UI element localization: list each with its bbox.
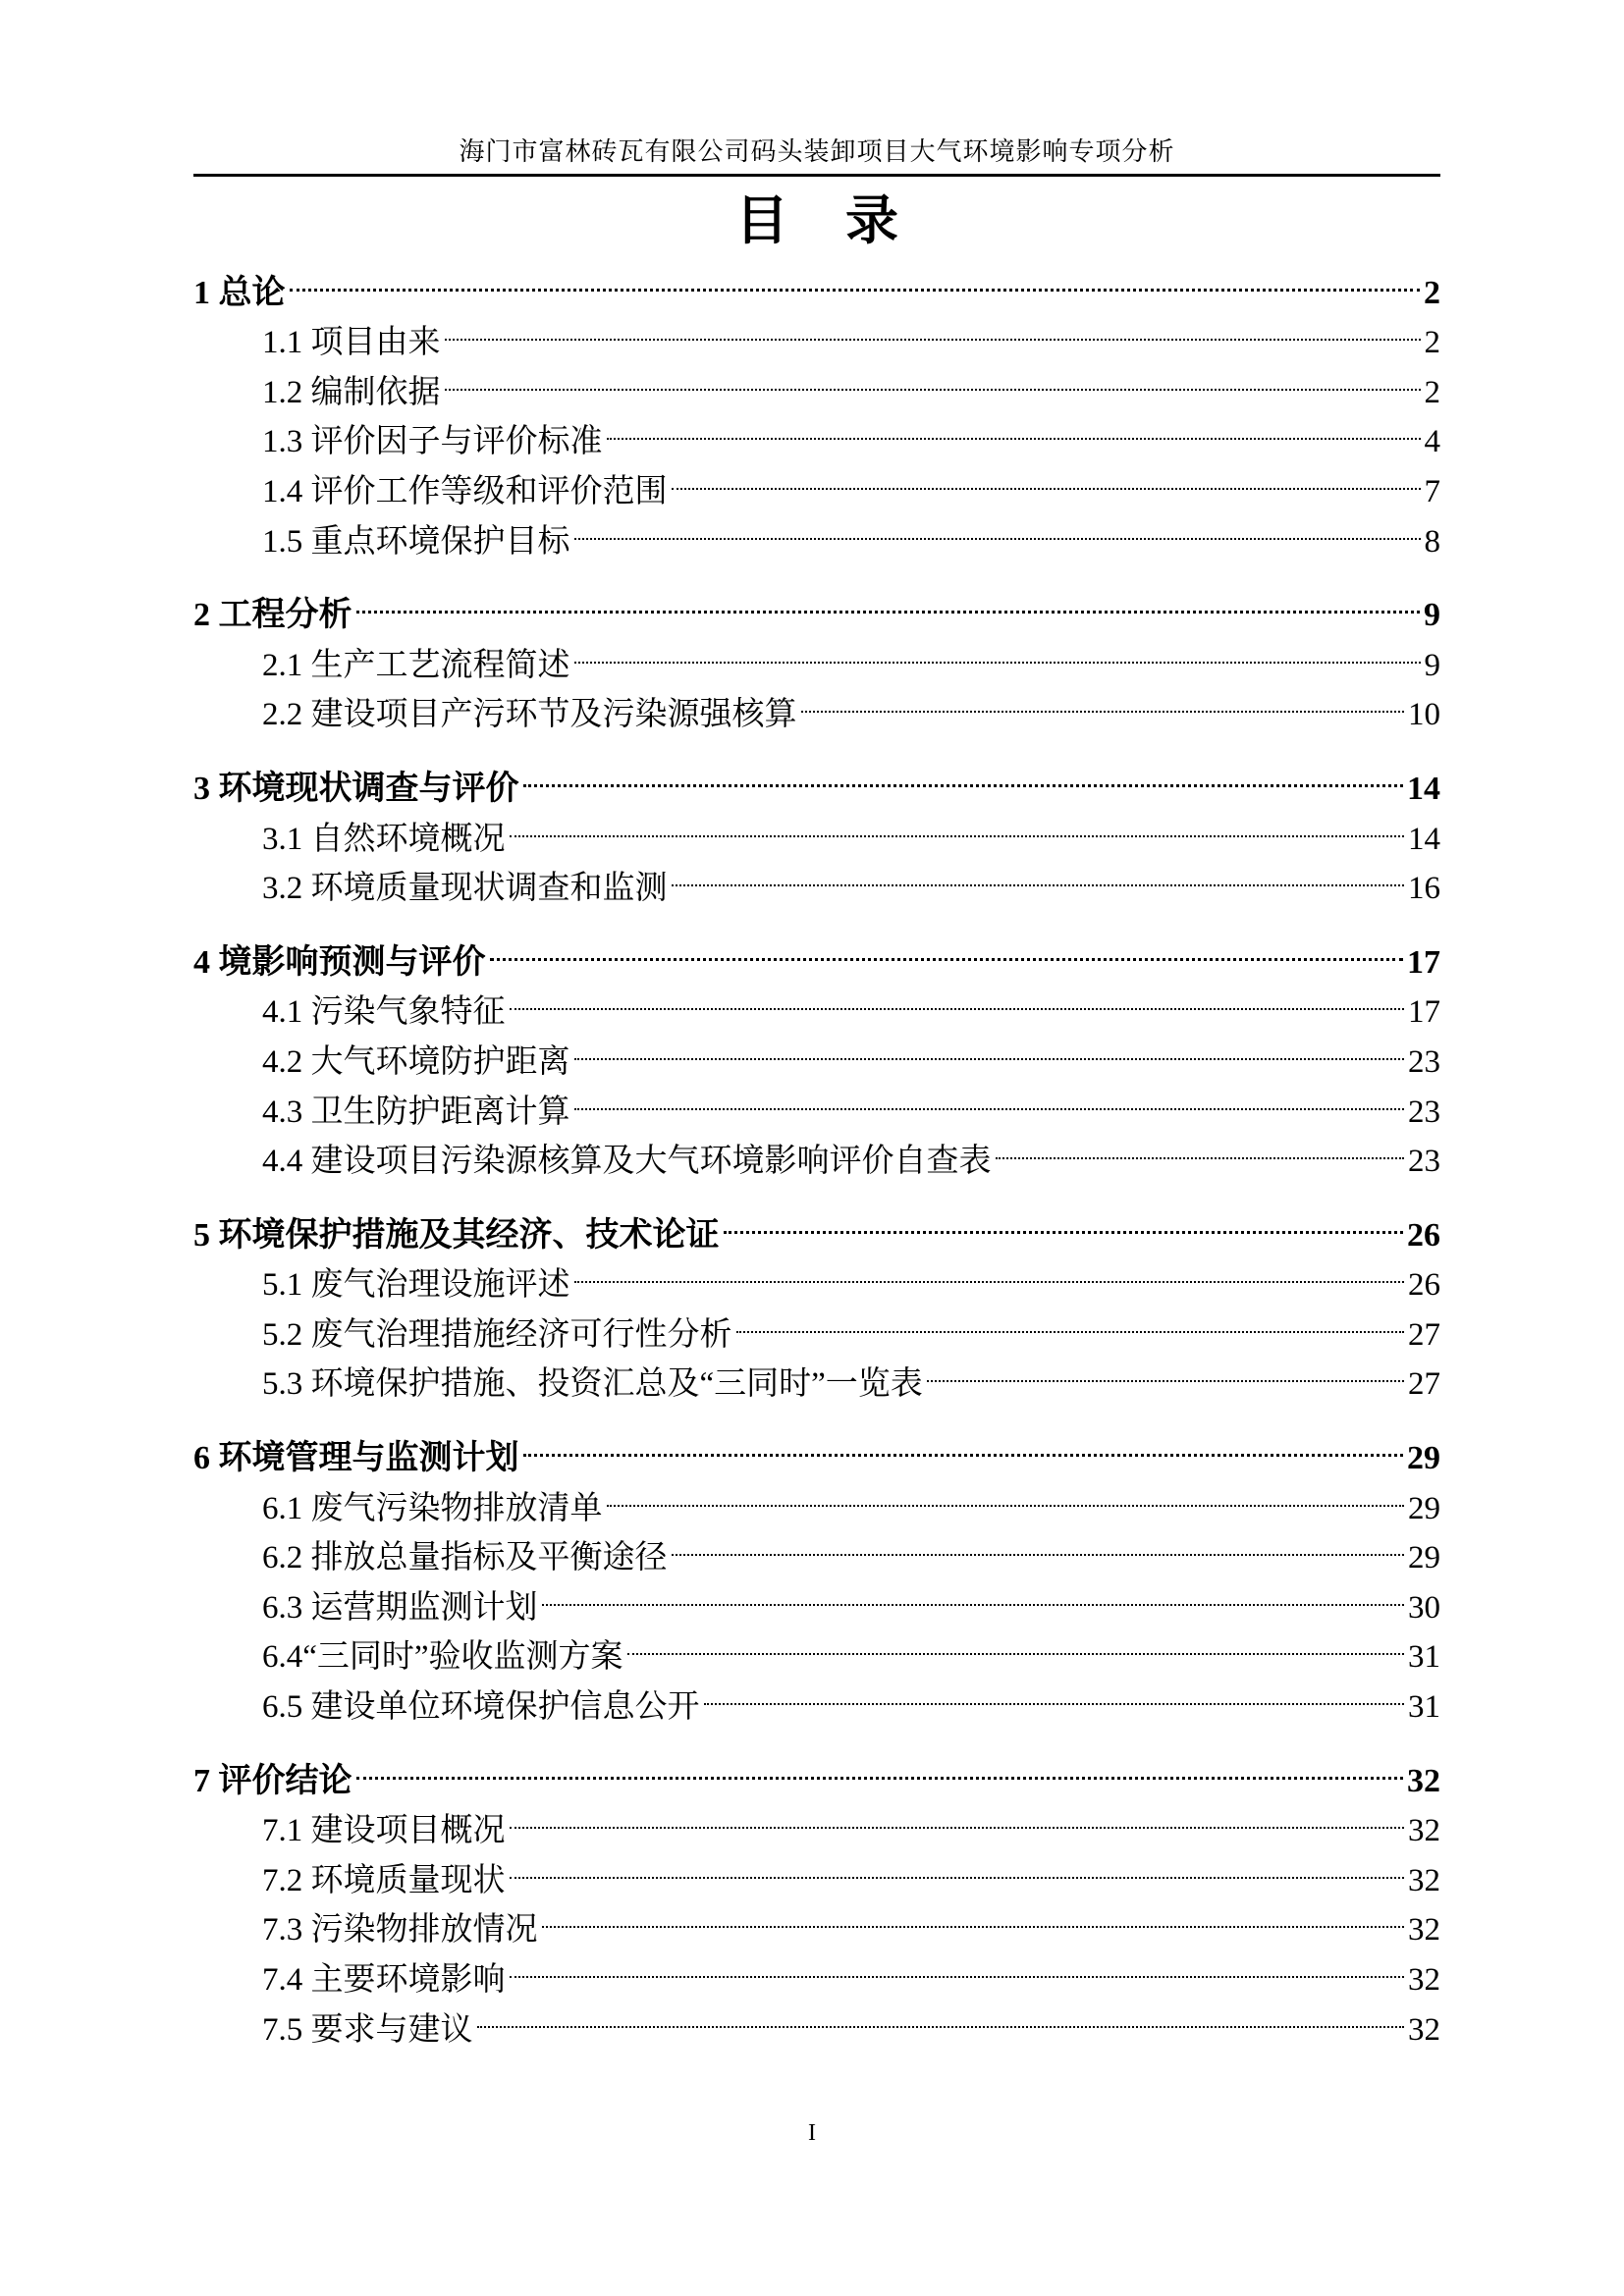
toc-section-entry[interactable] (193, 1791, 1440, 1849)
toc-dot-leader (574, 625, 1421, 675)
toc-dot-leader (574, 1022, 1405, 1072)
toc-entry-label: 2.1 生产工艺流程简述 (262, 647, 570, 683)
table-of-contents (193, 253, 1440, 2048)
toc-entry-label: 3 环境现状调查与评价 (193, 770, 519, 807)
toc-entry-page-number: 31 (1408, 1639, 1440, 1676)
toc-entry-label: 7.5 要求与建议 (262, 2011, 473, 2048)
toc-entry-page-number: 8 (1424, 523, 1440, 560)
toc-chapter-entry[interactable] (193, 923, 1440, 981)
toc-dot-leader (510, 1791, 1405, 1842)
toc-dot-leader (607, 1468, 1405, 1519)
toc-dot-leader (607, 402, 1421, 453)
toc-chapter-entry[interactable] (193, 253, 1440, 311)
toc-entry-page-number: 23 (1408, 1144, 1440, 1180)
toc-entry-page-number: 32 (1408, 1962, 1440, 1998)
toc-dot-leader (356, 576, 1421, 626)
toc-dot-leader (510, 799, 1405, 849)
toc-entry-label: 1.4 评价工作等级和评价范围 (262, 473, 668, 509)
toc-entry-page-number: 32 (1408, 1912, 1440, 1949)
toc-entry-page-number: 31 (1408, 1689, 1440, 1726)
toc-entry-label: 7.4 主要环境影响 (262, 1962, 506, 1998)
toc-dot-leader (736, 1295, 1405, 1345)
toc-title: 目录 (735, 191, 955, 250)
toc-entry-label: 1.1 项目由来 (262, 325, 441, 361)
toc-entry-label: 6.1 废气污染物排放清单 (262, 1490, 603, 1526)
toc-entry-page-number: 9 (1424, 597, 1440, 634)
toc-entry-label: 4.2 大气环境防护距离 (262, 1043, 570, 1080)
toc-entry-page-number: 26 (1407, 1216, 1440, 1254)
toc-entry-page-number: 29 (1408, 1490, 1440, 1526)
toc-dot-leader (477, 1990, 1405, 2040)
toc-dot-leader (510, 1841, 1405, 1891)
toc-dot-leader (445, 303, 1421, 353)
toc-entry-label: 3.2 环境质量现状调查和监测 (262, 871, 668, 907)
toc-dot-leader (523, 749, 1404, 799)
toc-entry-page-number: 30 (1408, 1589, 1440, 1626)
toc-dot-leader (672, 1519, 1405, 1569)
toc-entry-page-number: 26 (1408, 1267, 1440, 1304)
toc-chapter-entry[interactable] (193, 749, 1440, 807)
toc-entry-page-number: 14 (1407, 770, 1440, 807)
toc-section-entry[interactable] (193, 303, 1440, 361)
toc-dot-leader (574, 1246, 1405, 1296)
toc-dot-leader (801, 675, 1405, 725)
toc-entry-label: 6.4“三同时”验收监测方案 (262, 1639, 623, 1676)
toc-dot-leader (523, 1418, 1404, 1468)
toc-dot-leader (672, 452, 1421, 502)
toc-dot-leader (290, 253, 1421, 303)
toc-dot-leader (627, 1618, 1404, 1668)
toc-entry-label: 1.3 评价因子与评价标准 (262, 424, 603, 460)
toc-entry-page-number: 29 (1408, 1540, 1440, 1576)
toc-chapter-entry[interactable] (193, 576, 1440, 634)
toc-entry-label: 5 环境保护措施及其经济、技术论证 (193, 1216, 720, 1254)
toc-entry-page-number: 29 (1407, 1440, 1440, 1477)
toc-dot-leader (490, 923, 1404, 973)
toc-dot-leader (574, 1072, 1405, 1122)
toc-entry-label: 4.4 建设项目污染源核算及大气环境影响评价自查表 (262, 1144, 992, 1180)
toc-entry-label: 6.3 运营期监测计划 (262, 1589, 538, 1626)
toc-entry-page-number: 32 (1407, 1762, 1440, 1799)
toc-entry-label: 4.1 污染气象特征 (262, 994, 506, 1031)
toc-entry-label: 5.2 废气治理措施经济可行性分析 (262, 1316, 732, 1353)
toc-entry-label: 2.2 建设项目产污环节及污染源强核算 (262, 697, 797, 733)
toc-chapter-entry[interactable] (193, 1741, 1440, 1799)
toc-dot-leader (356, 1741, 1404, 1791)
toc-entry-page-number: 23 (1408, 1094, 1440, 1130)
toc-dot-leader (927, 1345, 1404, 1395)
toc-entry-label: 1.5 重点环境保护目标 (262, 523, 570, 560)
toc-entry-page-number: 32 (1408, 1813, 1440, 1849)
toc-entry-page-number: 32 (1408, 2011, 1440, 2048)
toc-entry-page-number: 2 (1424, 325, 1440, 361)
toc-entry-page-number: 14 (1408, 821, 1440, 857)
toc-entry-page-number: 17 (1407, 943, 1440, 981)
toc-entry-label: 2 工程分析 (193, 597, 352, 634)
toc-dot-leader (996, 1122, 1405, 1172)
toc-dot-leader (724, 1196, 1404, 1246)
toc-entry-label: 3.1 自然环境概况 (262, 821, 506, 857)
toc-dot-leader (542, 1891, 1405, 1941)
toc-dot-leader (704, 1667, 1405, 1717)
toc-entry-label: 7 评价结论 (193, 1762, 352, 1799)
toc-dot-leader (510, 1940, 1405, 1990)
toc-entry-label: 5.1 废气治理设施评述 (262, 1267, 570, 1304)
toc-entry-page-number: 32 (1408, 1862, 1440, 1898)
toc-entry-label: 4 境影响预测与评价 (193, 943, 486, 981)
toc-entry-page-number: 2 (1424, 374, 1440, 410)
toc-entry-page-number: 10 (1408, 697, 1440, 733)
toc-entry-page-number: 4 (1424, 424, 1440, 460)
toc-entry-label: 7.2 环境质量现状 (262, 1862, 506, 1898)
toc-entry-label: 4.3 卫生防护距离计算 (262, 1094, 570, 1130)
toc-entry-label: 6.2 排放总量指标及平衡途径 (262, 1540, 668, 1576)
toc-dot-leader (542, 1568, 1405, 1618)
toc-entry-label: 5.3 环境保护措施、投资汇总及“三同时”一览表 (262, 1366, 923, 1403)
toc-entry-label: 1 总论 (193, 274, 286, 311)
toc-entry-page-number: 16 (1408, 871, 1440, 907)
toc-entry-page-number: 17 (1408, 994, 1440, 1031)
header-divider (193, 174, 1440, 177)
toc-dot-leader (510, 973, 1405, 1023)
toc-section-entry[interactable] (193, 625, 1440, 683)
toc-entry-page-number: 7 (1424, 473, 1440, 509)
toc-entry-page-number: 9 (1424, 647, 1440, 683)
toc-entry-page-number: 27 (1408, 1316, 1440, 1353)
toc-dot-leader (445, 352, 1421, 402)
toc-dot-leader (574, 502, 1421, 552)
toc-dot-leader (672, 849, 1405, 899)
running-header-title: 海门市富林砖瓦有限公司码头装卸项目大气环境影响专项分析 (459, 137, 1175, 166)
toc-entry-label: 1.2 编制依据 (262, 374, 441, 410)
toc-chapter-entry[interactable] (193, 1196, 1440, 1254)
page-number: I (808, 2120, 816, 2146)
toc-entry-label: 6.5 建设单位环境保护信息公开 (262, 1689, 700, 1726)
toc-entry-label: 7.1 建设项目概况 (262, 1813, 506, 1849)
toc-entry-page-number: 23 (1408, 1043, 1440, 1080)
toc-entry-page-number: 27 (1408, 1366, 1440, 1403)
toc-entry-page-number: 2 (1424, 274, 1440, 311)
toc-chapter-entry[interactable] (193, 1418, 1440, 1477)
toc-entry-label: 7.3 污染物排放情况 (262, 1912, 538, 1949)
toc-entry-label: 6 环境管理与监测计划 (193, 1440, 519, 1477)
